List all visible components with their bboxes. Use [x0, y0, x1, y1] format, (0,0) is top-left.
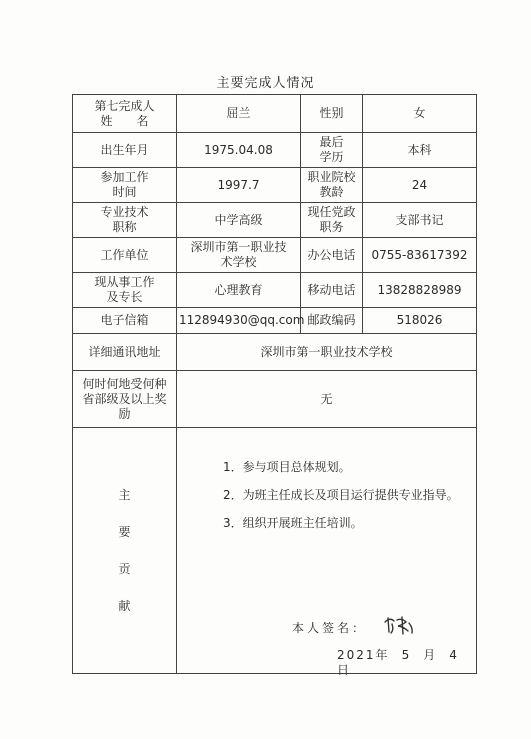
row-awards	[73, 371, 477, 428]
mobile-phone-label: 移动电话	[301, 273, 363, 308]
work-start-label: 参加工作 时间	[73, 168, 177, 203]
address-label: 详细通讯地址	[73, 334, 177, 371]
row-contribution	[73, 428, 477, 674]
gender-value: 女	[363, 95, 477, 133]
postal-code-label: 邮政编码	[301, 308, 363, 334]
date-month: 5	[401, 648, 412, 662]
row-unit	[73, 238, 477, 273]
date-year: 2021	[337, 648, 376, 662]
party-position-label: 现任党政 职务	[301, 203, 363, 238]
education-label: 最后 学历	[301, 133, 363, 168]
contribution-item: 2．为班主任成长及项目运行提供专业指导。	[223, 488, 459, 502]
contribution-label-char: 要	[118, 524, 131, 539]
name-label: 第七完成人 姓 名	[73, 95, 177, 133]
contribution-label-char: 贡	[118, 561, 131, 576]
row-birth	[73, 133, 477, 168]
handwritten-signature	[382, 614, 416, 636]
work-unit-label: 工作单位	[73, 238, 177, 273]
row-work-start	[73, 168, 477, 203]
date-day: 4	[449, 648, 459, 662]
contribution-label-char: 献	[118, 598, 131, 613]
awards-value: 无	[177, 371, 477, 428]
teaching-years-label: 职业院校 教龄	[301, 168, 363, 203]
email-value: 112894930@qq.com	[177, 308, 301, 334]
signature-label: 本人签名：	[292, 621, 368, 635]
education-value: 本科	[363, 133, 477, 168]
office-phone-label: 办公电话	[301, 238, 363, 273]
contribution-label-char: 主	[118, 487, 131, 502]
gender-label: 性别	[301, 95, 363, 133]
contribution-item: 3．组织开展班主任培训。	[223, 516, 363, 530]
row-name	[73, 95, 477, 133]
mobile-phone-value: 13828828989	[363, 273, 477, 308]
birth-label: 出生年月	[73, 133, 177, 168]
office-phone-value: 0755-83617392	[363, 238, 477, 273]
contribution-content	[177, 428, 477, 677]
professional-title-label: 专业技术 职称	[73, 203, 177, 238]
party-position-value: 支部书记	[363, 203, 477, 238]
work-unit-value: 深圳市第一职业技 术学校	[177, 238, 301, 273]
teaching-years-value: 24	[363, 168, 477, 203]
address-value: 深圳市第一职业技术学校	[177, 334, 477, 371]
name-value: 屈兰	[177, 95, 301, 133]
contribution-list	[223, 460, 459, 544]
work-start-value: 1997.7	[177, 168, 301, 203]
row-title	[73, 203, 477, 238]
postal-code-value: 518026	[363, 308, 477, 334]
professional-title-value: 中学高级	[177, 203, 301, 238]
row-address	[73, 334, 477, 371]
personnel-info-table	[72, 94, 477, 677]
row-email	[73, 308, 477, 334]
specialty-value: 心理教育	[177, 273, 301, 308]
email-label: 电子信箱	[73, 308, 177, 334]
row-specialty	[73, 273, 477, 308]
contribution-item: 1．参与项目总体规划。	[223, 460, 351, 474]
sign-date: 2021年 5 月 4日	[337, 648, 459, 677]
contribution-label	[73, 428, 177, 674]
specialty-label: 现从事工作 及专长	[73, 273, 177, 308]
document-title: 主要完成人情况	[216, 76, 315, 91]
birth-value: 1975.04.08	[177, 133, 301, 168]
awards-label: 何时何地受何种 省部级及以上奖 励	[73, 371, 177, 428]
